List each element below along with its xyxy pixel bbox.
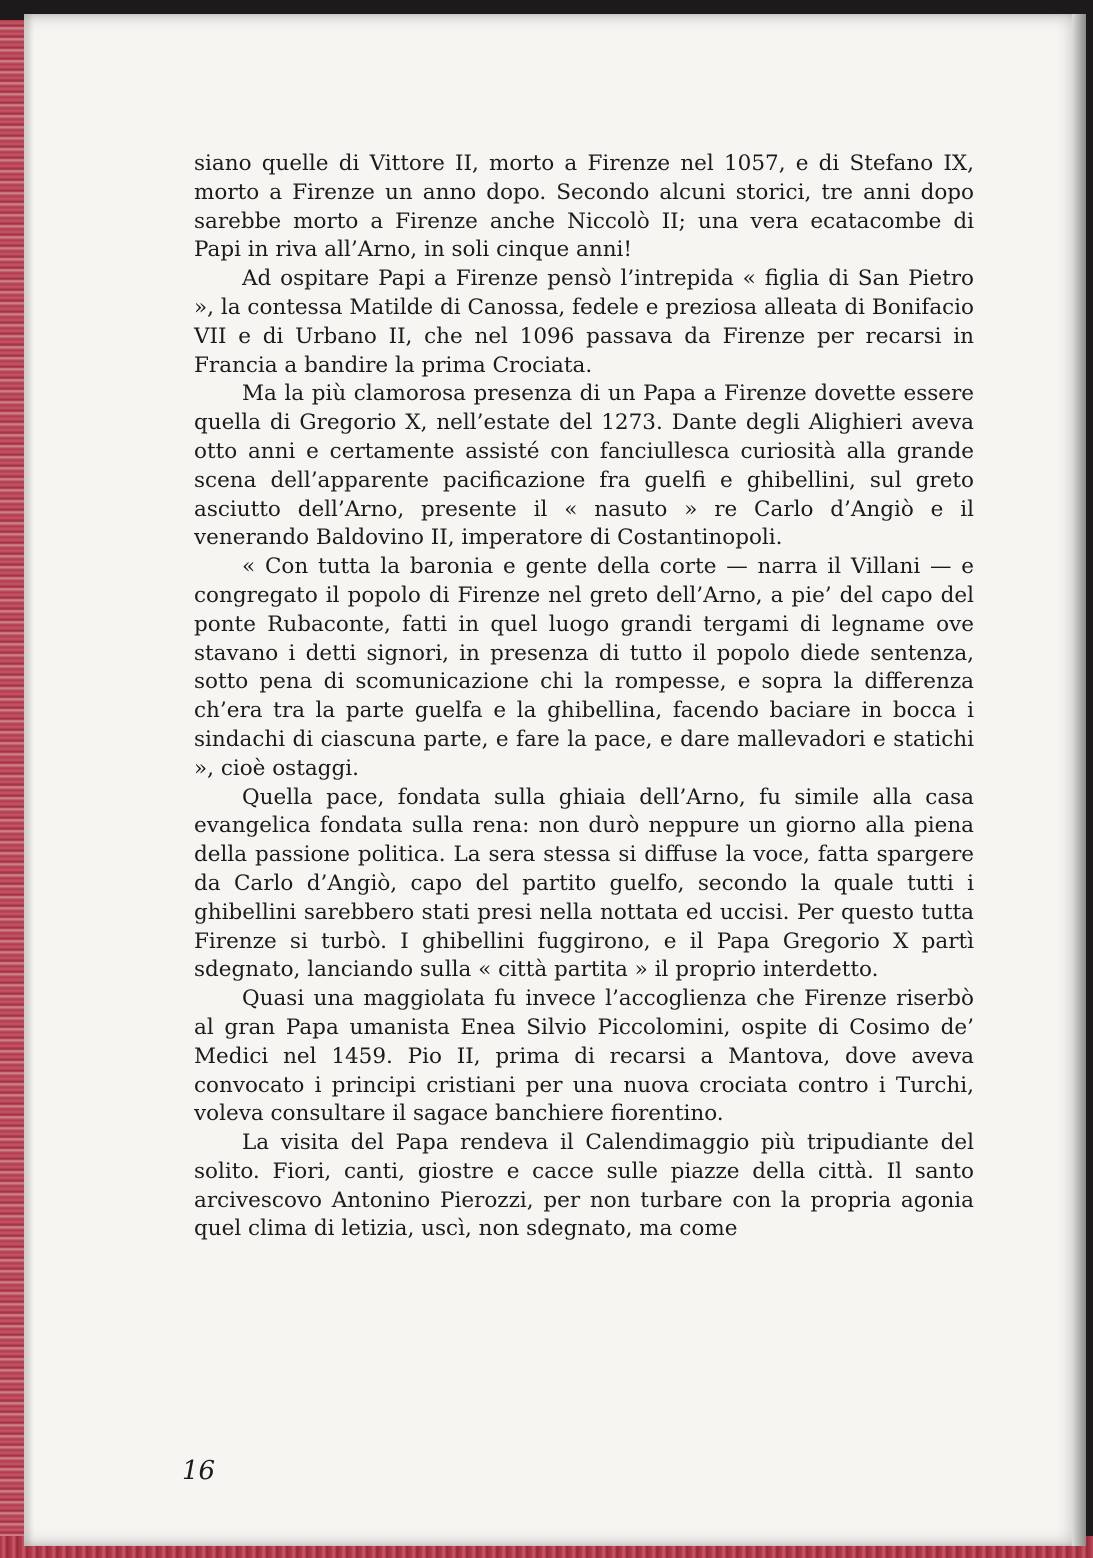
book-cover-edge-left (0, 20, 26, 1540)
body-text (194, 150, 974, 1244)
paragraph: « Con tutta la baronia e gente della corte — narra il Villani — e congregato il popolo di Firenze nel greto dell’Arno, a pie’ del capo del ponte Rubaconte, fatti in quel luogo grandi tergami di legname ove stavano i detti signori, in presenza di tutto il popolo diede sentenza, sotto pena di scomunicazione chi la rompesse, e sopra la differenza ch’era tra la parte guelfa e la ghibellina, facendo baciare in bocca i sindachi di ciascuna parte, e fare la pace, e dare mallevadori e statichi », cioè ostaggi. (194, 554, 974, 781)
paragraph: Ma la più clamorosa presenza di un Papa a Firenze dovette essere quella di Gregorio X, nell’estate del 1273. Dante degli Alighieri aveva otto anni e certamente assisté con fanciullesca curiosità alla grande scena dell’apparente pacificazione fra guelfi e ghibellini, sul greto asciutto dell’Arno, presente il « nasuto » re Carlo d’Angiò e il venerando Baldovino II, imperatore di Costantinopoli. (194, 381, 974, 551)
page-sheet (24, 14, 1086, 1546)
paragraph: Quasi una maggiolata fu invece l’accoglienza che Firenze riserbò al gran Papa umanista Enea Silvio Piccolomini, ospite di Cosimo de’ Medici nel 1459. Pio II, prima di recarsi a Mantova, dove aveva convocato i principi cristiani per una nuova crociata contro i Turchi, voleva consultare il sagace banchiere fiorentino. (194, 986, 974, 1127)
paragraph: Ad ospitare Papi a Firenze pensò l’intrepida « figlia di San Pietro », la contessa Matilde di Canossa, fedele e preziosa alleata di Bonifacio VII e di Urbano II, che nel 1096 passava da Firenze per recarsi in Francia a bandire la prima Crociata. (194, 266, 974, 378)
page-gutter-shadow (1072, 14, 1086, 1546)
paragraph: Quella pace, fondata sulla ghiaia dell’Arno, fu simile alla casa evangelica fondata sulla rena: non durò neppure un giorno alla piena della passione politica. La sera stessa si diffuse la voce, fatta spargere da Carlo d’Angiò, capo del partito guelfo, secondo la quale tutti i ghibellini sarebbero stati presi nella nottata ed uccisi. Per questo tutta Firenze si turbò. I ghibellini fuggirono, e il Papa Gregorio X partì sdegnato, lanciando sulla « città partita » il proprio interdetto. (194, 784, 974, 983)
paragraph: siano quelle di Vittore II, morto a Firenze nel 1057, e di Stefano IX, morto a Firenze un anno dopo. Secondo alcuni storici, tre anni dopo sarebbe morto a Firenze anche Niccolò II; una vera ecatacombe di Papi in riva all’Arno, in soli cinque anni! (194, 151, 974, 263)
page-number: 16 (182, 1456, 216, 1486)
paragraph: La visita del Papa rendeva il Calendimaggio più tripudiante del solito. Fiori, canti, giostre e cacce sulle piazze della città. Il santo arcivescovo Antonino Pierozzi, per non turbare con la propria agonia quel clima di letizia, uscì, non sdegnato, ma come (194, 1130, 974, 1242)
